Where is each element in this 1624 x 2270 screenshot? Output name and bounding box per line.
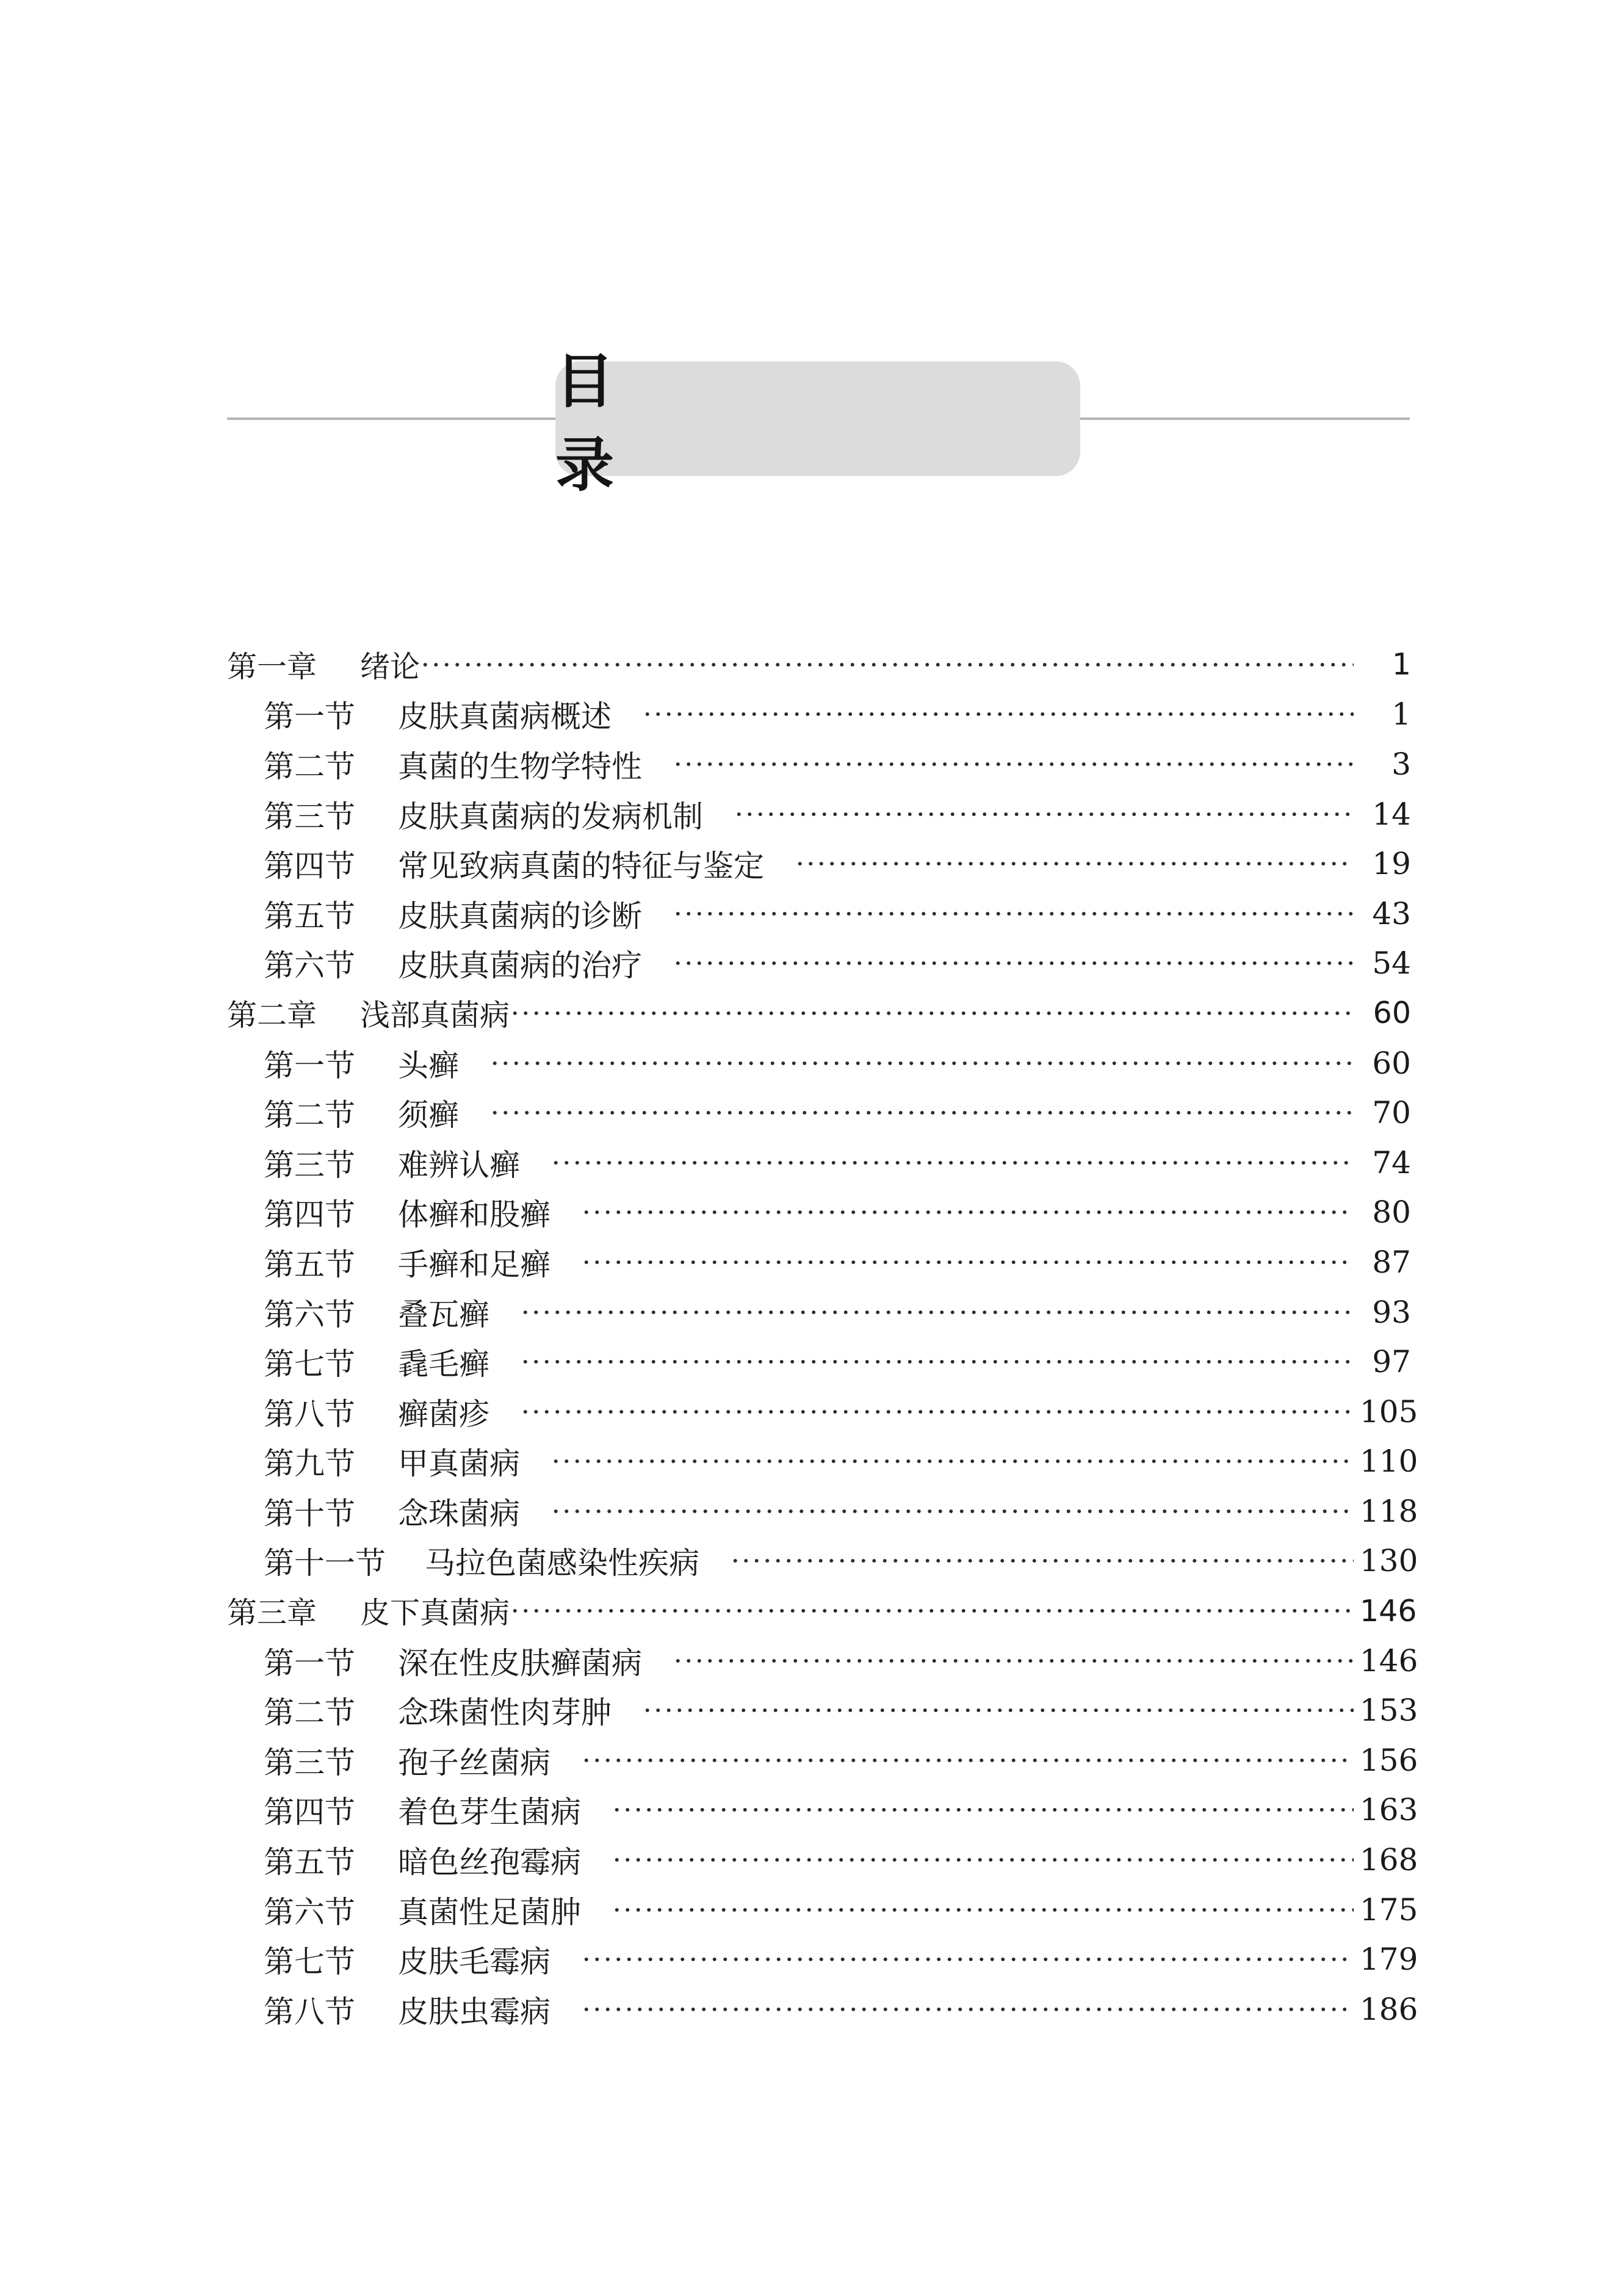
section-title: 毳毛癣 [398, 1346, 489, 1383]
toc-chapter-row [227, 640, 1411, 690]
page-number: 153 [1360, 1693, 1418, 1729]
section-number: 第二节 [264, 748, 355, 784]
section-title: 念珠菌病 [398, 1495, 520, 1531]
toc-section-row [227, 1984, 1418, 2034]
section-number: 第一节 [264, 699, 355, 735]
dot-leader [612, 1898, 1354, 1922]
section-title: 马拉色菌感染性疾病 [425, 1545, 699, 1581]
section-number: 第三节 [264, 798, 355, 834]
section-number: 第六节 [264, 1296, 355, 1332]
toc-section-row [227, 1785, 1418, 1835]
section-title: 难辨认癣 [398, 1147, 520, 1183]
section-number: 第三节 [264, 1744, 355, 1780]
table-of-contents [227, 640, 1418, 2034]
toc-section-row [227, 889, 1411, 939]
page-number: 60 [1372, 1045, 1411, 1081]
toc-section-row [227, 1337, 1411, 1387]
chapter-number: 第一章 [227, 649, 317, 684]
chapter-title: 绪论 [360, 649, 420, 684]
toc-section-row [227, 739, 1411, 789]
section-number: 第三节 [264, 1147, 355, 1183]
section-title: 皮肤真菌病的治疗 [398, 948, 642, 984]
toc-section-row [227, 1835, 1418, 1885]
page-number: 168 [1360, 1842, 1418, 1878]
toc-section-row [227, 839, 1411, 889]
page-number: 146 [1360, 1593, 1417, 1628]
dot-leader [550, 1499, 1354, 1524]
toc-section-row [227, 690, 1411, 740]
section-number: 第五节 [264, 1845, 355, 1881]
section-number: 第九节 [264, 1446, 355, 1482]
section-number: 第一节 [264, 1645, 355, 1681]
title-rule-left [227, 417, 557, 420]
page-number: 97 [1372, 1344, 1411, 1380]
page-number: 93 [1372, 1294, 1411, 1330]
section-number: 第一节 [264, 1047, 355, 1083]
toc-section-row [227, 1885, 1418, 1935]
dot-leader [581, 1748, 1354, 1773]
toc-section-row [227, 1038, 1411, 1088]
section-number: 第十节 [264, 1495, 355, 1531]
page-number: 3 [1391, 746, 1411, 782]
dot-leader [550, 1151, 1354, 1175]
page-number: 186 [1360, 1991, 1418, 2027]
section-title: 皮肤毛霉病 [398, 1944, 550, 1980]
dot-leader [612, 1848, 1354, 1872]
toc-section-row [227, 1735, 1418, 1785]
section-number: 第七节 [264, 1944, 355, 1980]
section-title: 真菌性足菌肿 [398, 1894, 581, 1930]
dot-leader [673, 902, 1354, 926]
dot-leader [734, 802, 1354, 826]
section-number: 第四节 [264, 848, 355, 884]
page-number: 163 [1360, 1792, 1418, 1828]
section-number: 第六节 [264, 1894, 355, 1930]
page-number: 156 [1360, 1742, 1418, 1778]
dot-leader [420, 652, 1354, 677]
toc-section-row [227, 1486, 1418, 1536]
toc-section-row [227, 1636, 1418, 1686]
section-title: 皮肤真菌病的发病机制 [398, 798, 703, 834]
page-number: 87 [1372, 1244, 1411, 1280]
dot-leader [520, 1350, 1354, 1374]
chapter-number: 第三章 [227, 1596, 317, 1631]
section-title: 体癣和股癣 [398, 1197, 550, 1233]
section-number: 第八节 [264, 1396, 355, 1432]
dot-leader [520, 1300, 1354, 1325]
page-number: 146 [1360, 1643, 1418, 1679]
section-title: 手癣和足癣 [398, 1246, 550, 1282]
dot-leader [550, 1449, 1354, 1473]
section-title: 皮肤真菌病概述 [398, 699, 612, 735]
page-title: 目 录 [555, 347, 1090, 499]
chapter-title: 浅部真菌病 [360, 997, 510, 1033]
page-number: 179 [1360, 1942, 1418, 1978]
page-number: 19 [1372, 846, 1411, 882]
toc-section-row [227, 1536, 1418, 1586]
page-number: 105 [1360, 1393, 1418, 1430]
toc-section-row [227, 1237, 1411, 1287]
section-number: 第八节 [264, 1993, 355, 2030]
toc-section-row [227, 1188, 1411, 1238]
dot-leader [795, 851, 1354, 876]
dot-leader [510, 1001, 1354, 1025]
toc-chapter-row [227, 988, 1411, 1038]
dot-leader [612, 1798, 1354, 1822]
section-title: 常见致病真菌的特征与鉴定 [398, 848, 764, 884]
dot-leader [730, 1549, 1354, 1573]
toc-section-row [227, 789, 1411, 839]
section-title: 皮肤虫霉病 [398, 1993, 550, 2030]
section-title: 念珠菌性肉芽肿 [398, 1695, 612, 1731]
dot-leader [642, 1698, 1354, 1722]
dot-leader [673, 951, 1354, 975]
page-number: 14 [1372, 796, 1411, 832]
page-number: 175 [1360, 1892, 1418, 1928]
page-number: 43 [1372, 895, 1411, 931]
section-title: 深在性皮肤癣菌病 [398, 1645, 642, 1681]
page-number: 80 [1372, 1195, 1411, 1231]
section-title: 癣菌疹 [398, 1396, 489, 1432]
toc-section-row [227, 939, 1411, 989]
section-number: 第十一节 [264, 1545, 386, 1581]
page-number: 70 [1372, 1095, 1411, 1131]
dot-leader [581, 1997, 1354, 2022]
dot-leader [673, 1649, 1354, 1673]
section-number: 第二节 [264, 1097, 355, 1133]
section-title: 皮肤真菌病的诊断 [398, 898, 642, 934]
dot-leader [581, 1250, 1354, 1274]
page-number: 54 [1372, 945, 1411, 981]
chapter-number: 第二章 [227, 997, 317, 1033]
dot-leader [520, 1400, 1354, 1424]
toc-chapter-row [227, 1586, 1417, 1636]
section-title: 孢子丝菌病 [398, 1744, 550, 1780]
dot-leader [489, 1051, 1354, 1075]
section-title: 头癣 [398, 1047, 459, 1083]
dot-leader [581, 1947, 1354, 1972]
title-banner [555, 347, 1090, 499]
section-title: 须癣 [398, 1097, 459, 1133]
section-title: 叠瓦癣 [398, 1296, 489, 1332]
page-number: 130 [1360, 1543, 1418, 1579]
toc-section-row [227, 1138, 1411, 1188]
section-title: 真菌的生物学特性 [398, 748, 642, 784]
section-number: 第五节 [264, 898, 355, 934]
page-number: 60 [1373, 996, 1411, 1031]
section-number: 第四节 [264, 1197, 355, 1233]
toc-section-row [227, 1287, 1411, 1337]
page-number: 1 [1391, 696, 1411, 732]
dot-leader [642, 702, 1354, 726]
dot-leader [510, 1599, 1354, 1623]
section-title: 甲真菌病 [398, 1446, 520, 1482]
page-number: 74 [1372, 1144, 1411, 1180]
section-number: 第六节 [264, 948, 355, 984]
section-title: 暗色丝孢霉病 [398, 1845, 581, 1881]
page-number: 1 [1391, 647, 1411, 682]
toc-section-row [227, 1934, 1418, 1984]
dot-leader [489, 1101, 1354, 1125]
section-title: 着色芽生菌病 [398, 1795, 581, 1831]
toc-section-row [227, 1088, 1411, 1138]
page-number: 110 [1360, 1444, 1418, 1480]
toc-section-row [227, 1685, 1418, 1735]
section-number: 第七节 [264, 1346, 355, 1383]
chapter-title: 皮下真菌病 [360, 1596, 510, 1631]
section-number: 第四节 [264, 1795, 355, 1831]
toc-section-row [227, 1387, 1418, 1437]
section-number: 第二节 [264, 1695, 355, 1731]
toc-section-row [227, 1437, 1418, 1487]
dot-leader [673, 752, 1354, 776]
dot-leader [581, 1200, 1354, 1224]
page-number: 118 [1360, 1493, 1418, 1529]
section-number: 第五节 [264, 1246, 355, 1282]
